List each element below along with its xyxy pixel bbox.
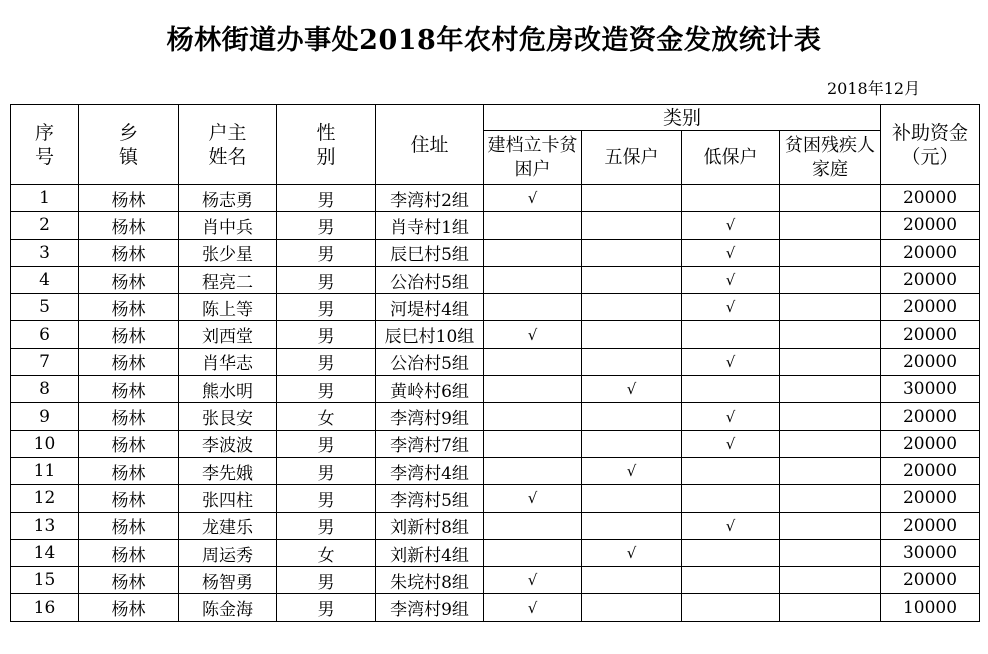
- address-cell: 刘新村8组: [376, 512, 484, 539]
- header-cat-registered-poor: 建档立卡贫困户: [484, 131, 582, 185]
- category-2-cell: [582, 594, 682, 621]
- seq-cell: 16: [11, 594, 79, 621]
- name-cell: 刘西堂: [179, 321, 277, 348]
- table-row: [11, 403, 980, 430]
- category-1-cell: [484, 348, 582, 375]
- table-row: [11, 239, 980, 266]
- gender-cell: 男: [277, 321, 376, 348]
- gender-cell: 男: [277, 567, 376, 594]
- category-1-cell: [484, 403, 582, 430]
- name-cell: 周运秀: [179, 539, 277, 566]
- gender-cell: 男: [277, 348, 376, 375]
- fund-cell: 20000: [881, 185, 980, 212]
- name-cell: 张艮安: [179, 403, 277, 430]
- check-mark: √: [626, 544, 637, 562]
- address-cell: 刘新村4组: [376, 539, 484, 566]
- seq-cell: 6: [11, 321, 79, 348]
- category-3-cell: [682, 321, 780, 348]
- category-1-cell: [484, 539, 582, 566]
- town-cell: 杨林: [79, 457, 179, 484]
- gender-cell: 男: [277, 239, 376, 266]
- check-mark: √: [725, 271, 736, 290]
- address-cell: 河堤村4组: [376, 294, 484, 321]
- category-2-cell: [582, 430, 682, 457]
- header-cat-disabled-family: 贫困残疾人家庭: [780, 131, 881, 185]
- gender-cell: 女: [277, 539, 376, 566]
- category-3-cell: [682, 376, 780, 403]
- category-3-cell: [682, 567, 780, 594]
- header-town: 乡镇: [79, 105, 179, 185]
- town-cell: 杨林: [79, 594, 179, 621]
- check-mark: √: [527, 189, 538, 208]
- category-4-cell: [780, 539, 881, 566]
- category-2-cell: [582, 348, 682, 375]
- fund-cell: 10000: [881, 594, 980, 621]
- town-cell: 杨林: [79, 485, 179, 512]
- gender-cell: 男: [277, 485, 376, 512]
- table-row: [11, 348, 980, 375]
- seq-cell: 7: [11, 348, 79, 375]
- category-4-cell: [780, 594, 881, 621]
- gender-cell: 男: [277, 457, 376, 484]
- fund-cell: 20000: [881, 239, 980, 266]
- header-cat-minimum-living: 低保户: [682, 131, 780, 185]
- header-name: 户主姓名: [179, 105, 277, 185]
- seq-cell: 8: [11, 376, 79, 403]
- category-2-cell: [582, 266, 682, 293]
- gender-cell: 男: [277, 212, 376, 239]
- category-2-cell: [582, 403, 682, 430]
- gender-cell: 男: [277, 512, 376, 539]
- town-cell: 杨林: [79, 512, 179, 539]
- address-cell: 李湾村2组: [376, 185, 484, 212]
- category-3-cell: [682, 430, 780, 457]
- category-4-cell: [780, 266, 881, 293]
- seq-cell: 12: [11, 485, 79, 512]
- category-3-cell: [682, 594, 780, 621]
- category-1-cell: [484, 567, 582, 594]
- name-cell: 陈上等: [179, 294, 277, 321]
- town-cell: 杨林: [79, 539, 179, 566]
- check-mark: √: [725, 298, 736, 317]
- category-4-cell: [780, 403, 881, 430]
- category-4-cell: [780, 185, 881, 212]
- category-2-cell: [582, 512, 682, 539]
- table-row: [11, 594, 980, 621]
- category-4-cell: [780, 567, 881, 594]
- check-mark: √: [626, 380, 637, 399]
- header-address: 住址: [376, 105, 484, 185]
- category-3-cell: [682, 212, 780, 239]
- check-mark: √: [725, 516, 736, 535]
- category-2-cell: [582, 294, 682, 321]
- category-4-cell: [780, 321, 881, 348]
- category-3-cell: [682, 485, 780, 512]
- table-row: [11, 430, 980, 457]
- town-cell: 杨林: [79, 376, 179, 403]
- seq-cell: 10: [11, 430, 79, 457]
- category-4-cell: [780, 430, 881, 457]
- name-cell: 李先娥: [179, 457, 277, 484]
- name-cell: 肖中兵: [179, 212, 277, 239]
- table-row: [11, 539, 980, 566]
- fund-cell: 20000: [881, 321, 980, 348]
- seq-cell: 4: [11, 266, 79, 293]
- category-1-cell: [484, 430, 582, 457]
- category-1-cell: [484, 266, 582, 293]
- name-cell: 肖华志: [179, 348, 277, 375]
- category-1-cell: [484, 321, 582, 348]
- table-row: [11, 266, 980, 293]
- header-cat-five-guarantee: 五保户: [582, 131, 682, 185]
- category-3-cell: [682, 403, 780, 430]
- check-mark: √: [725, 352, 736, 371]
- seq-cell: 5: [11, 294, 79, 321]
- category-2-cell: [582, 321, 682, 348]
- name-cell: 张四柱: [179, 485, 277, 512]
- gender-cell: 女: [277, 403, 376, 430]
- category-2-cell: [582, 239, 682, 266]
- category-4-cell: [780, 294, 881, 321]
- table-row: [11, 376, 980, 403]
- check-mark: √: [725, 434, 736, 453]
- subsidy-table: [10, 104, 980, 622]
- category-1-cell: [484, 512, 582, 539]
- category-3-cell: [682, 348, 780, 375]
- category-1-cell: [484, 457, 582, 484]
- name-cell: 李波波: [179, 430, 277, 457]
- name-cell: 杨智勇: [179, 567, 277, 594]
- fund-cell: 20000: [881, 512, 980, 539]
- table-row: [11, 485, 980, 512]
- address-cell: 朱垸村8组: [376, 567, 484, 594]
- gender-cell: 男: [277, 185, 376, 212]
- address-cell: 肖寺村1组: [376, 212, 484, 239]
- check-mark: √: [725, 243, 736, 262]
- fund-cell: 20000: [881, 294, 980, 321]
- name-cell: 龙建乐: [179, 512, 277, 539]
- address-cell: 李湾村9组: [376, 403, 484, 430]
- header-category: 类别: [484, 105, 881, 131]
- town-cell: 杨林: [79, 430, 179, 457]
- seq-cell: 13: [11, 512, 79, 539]
- name-cell: 陈金海: [179, 594, 277, 621]
- category-1-cell: [484, 376, 582, 403]
- category-2-cell: [582, 539, 682, 566]
- check-mark: √: [527, 571, 538, 590]
- check-mark: √: [527, 598, 538, 617]
- seq-cell: 14: [11, 539, 79, 566]
- seq-cell: 2: [11, 212, 79, 239]
- category-4-cell: [780, 376, 881, 403]
- category-2-cell: [582, 212, 682, 239]
- header-gender: 性别: [277, 105, 376, 185]
- address-cell: 李湾村7组: [376, 430, 484, 457]
- name-cell: 熊水明: [179, 376, 277, 403]
- name-cell: 杨志勇: [179, 185, 277, 212]
- category-2-cell: [582, 457, 682, 484]
- address-cell: 李湾村4组: [376, 457, 484, 484]
- check-mark: √: [725, 216, 736, 235]
- address-cell: 公冶村5组: [376, 266, 484, 293]
- town-cell: 杨林: [79, 348, 179, 375]
- table-row: [11, 294, 980, 321]
- gender-cell: 男: [277, 266, 376, 293]
- fund-cell: 20000: [881, 457, 980, 484]
- gender-cell: 男: [277, 294, 376, 321]
- seq-cell: 11: [11, 457, 79, 484]
- town-cell: 杨林: [79, 212, 179, 239]
- category-3-cell: [682, 266, 780, 293]
- name-cell: 程亮二: [179, 266, 277, 293]
- gender-cell: 男: [277, 594, 376, 621]
- category-1-cell: [484, 185, 582, 212]
- category-4-cell: [780, 457, 881, 484]
- table-row: [11, 321, 980, 348]
- category-1-cell: [484, 485, 582, 512]
- fund-cell: 20000: [881, 567, 980, 594]
- fund-cell: 30000: [881, 376, 980, 403]
- category-3-cell: [682, 185, 780, 212]
- fund-cell: 20000: [881, 266, 980, 293]
- category-1-cell: [484, 239, 582, 266]
- table-row: [11, 457, 980, 484]
- seq-cell: 9: [11, 403, 79, 430]
- category-1-cell: [484, 294, 582, 321]
- table-row: [11, 212, 980, 239]
- town-cell: 杨林: [79, 403, 179, 430]
- gender-cell: 男: [277, 430, 376, 457]
- fund-cell: 20000: [881, 212, 980, 239]
- category-3-cell: [682, 539, 780, 566]
- fund-cell: 20000: [881, 485, 980, 512]
- town-cell: 杨林: [79, 239, 179, 266]
- table-row: [11, 567, 980, 594]
- name-cell: 张少星: [179, 239, 277, 266]
- table-row: [11, 512, 980, 539]
- seq-cell: 1: [11, 185, 79, 212]
- address-cell: 辰巳村10组: [376, 321, 484, 348]
- header-fund: 补助资金（元）: [881, 105, 980, 185]
- fund-cell: 30000: [881, 539, 980, 566]
- address-cell: 黄岭村6组: [376, 376, 484, 403]
- address-cell: 李湾村5组: [376, 485, 484, 512]
- check-mark: √: [626, 462, 637, 481]
- check-mark: √: [725, 407, 736, 426]
- category-2-cell: [582, 185, 682, 212]
- category-1-cell: [484, 594, 582, 621]
- header-seq: 序号: [11, 105, 79, 185]
- address-cell: 李湾村9组: [376, 594, 484, 621]
- town-cell: 杨林: [79, 294, 179, 321]
- category-4-cell: [780, 485, 881, 512]
- category-4-cell: [780, 239, 881, 266]
- check-mark: √: [527, 325, 538, 344]
- table-row: [11, 185, 980, 212]
- category-3-cell: [682, 239, 780, 266]
- category-3-cell: [682, 294, 780, 321]
- report-date: 2018年12月: [827, 79, 921, 98]
- category-2-cell: [582, 567, 682, 594]
- category-2-cell: [582, 376, 682, 403]
- check-mark: √: [527, 489, 538, 508]
- category-4-cell: [780, 512, 881, 539]
- category-1-cell: [484, 212, 582, 239]
- town-cell: 杨林: [79, 567, 179, 594]
- category-2-cell: [582, 485, 682, 512]
- category-4-cell: [780, 212, 881, 239]
- address-cell: 辰巳村5组: [376, 239, 484, 266]
- fund-cell: 20000: [881, 403, 980, 430]
- address-cell: 公冶村5组: [376, 348, 484, 375]
- fund-cell: 20000: [881, 348, 980, 375]
- seq-cell: 15: [11, 567, 79, 594]
- page-title: 杨林街道办事处2018年农村危房改造资金发放统计表: [166, 25, 822, 56]
- town-cell: 杨林: [79, 266, 179, 293]
- category-4-cell: [780, 348, 881, 375]
- category-3-cell: [682, 457, 780, 484]
- fund-cell: 20000: [881, 430, 980, 457]
- seq-cell: 3: [11, 239, 79, 266]
- town-cell: 杨林: [79, 185, 179, 212]
- town-cell: 杨林: [79, 321, 179, 348]
- category-3-cell: [682, 512, 780, 539]
- gender-cell: 男: [277, 376, 376, 403]
